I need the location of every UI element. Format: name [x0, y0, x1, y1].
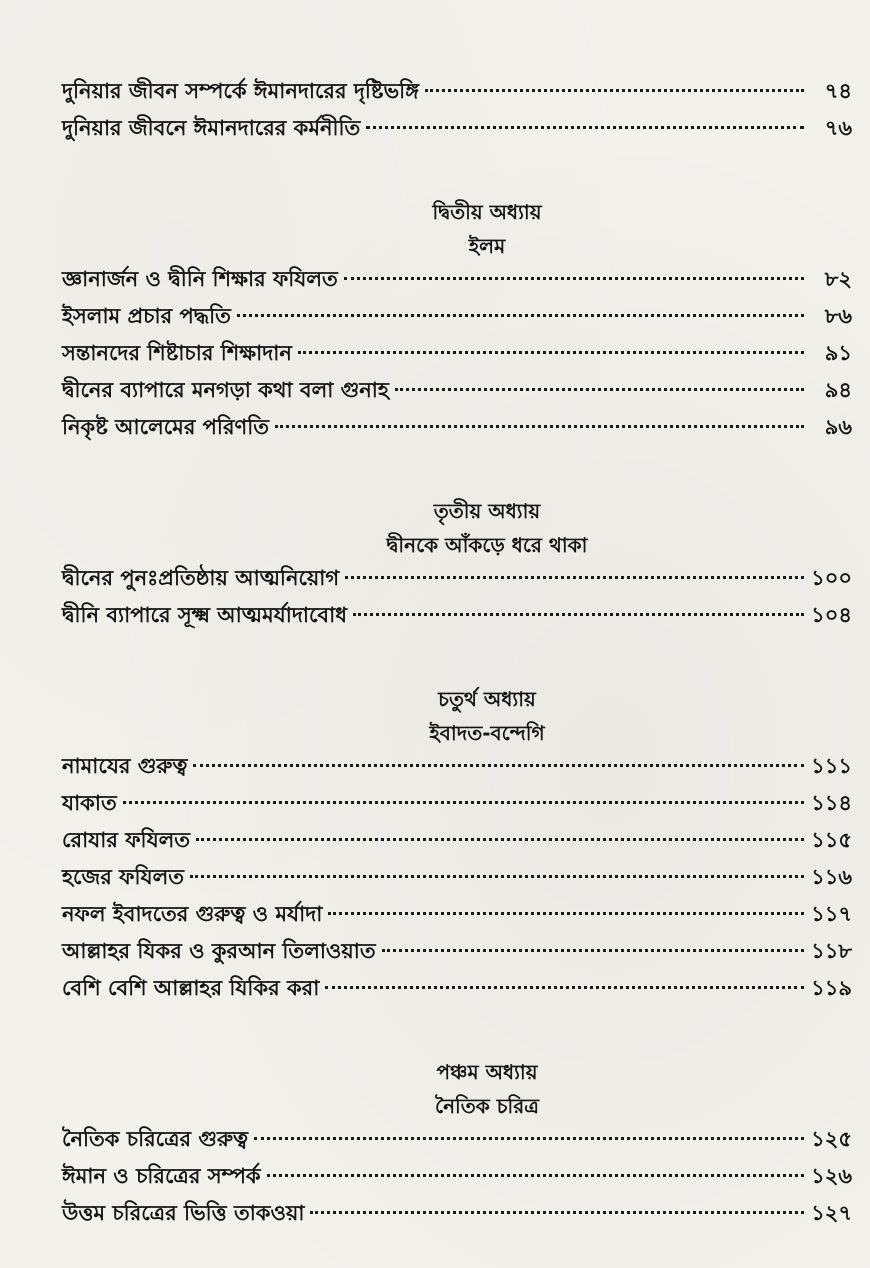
- dot-leader: [366, 126, 804, 129]
- chapter-title: ইলম: [468, 234, 506, 258]
- dot-leader: [298, 351, 804, 354]
- dot-leader: [328, 912, 804, 915]
- toc-entry-title: দ্বীনি ব্যাপারে সূক্ষ্ম আত্মমর্যাদাবোধ: [62, 603, 347, 627]
- toc-entry-page: ৯৪: [824, 378, 852, 402]
- dot-leader: [395, 388, 804, 391]
- toc-entry: [62, 824, 852, 861]
- toc-entry-title: যাকাত: [62, 791, 117, 815]
- toc-entry-page: ১২৭: [811, 1201, 852, 1225]
- toc-entry-title: ইসলাম প্রচার পদ্ধতি: [62, 304, 231, 328]
- dot-leader: [196, 838, 804, 841]
- toc-entry: [62, 861, 852, 898]
- toc-entry-title: দুনিয়ার জীবন সম্পর্কে ঈমানদারের দৃষ্টিভঙ্গি: [62, 79, 420, 103]
- toc-entry: [62, 972, 852, 1009]
- toc-entry-page: ৯১: [824, 341, 852, 365]
- toc-entry-page: ১২৫: [811, 1127, 852, 1151]
- toc-entry: [62, 1123, 852, 1160]
- toc-entry: [62, 599, 852, 636]
- chapter-heading: [122, 1055, 852, 1123]
- toc-entry-page: ১১৯: [811, 976, 852, 1000]
- dot-leader: [425, 89, 804, 92]
- chapter-number: চতুর্থ অধ্যায়: [438, 687, 536, 711]
- toc-entry: [62, 75, 852, 112]
- chapter-heading: [122, 682, 852, 750]
- toc-entry-page: ১১৫: [811, 828, 852, 852]
- toc-entry: [62, 374, 852, 411]
- toc-entry: [62, 787, 852, 824]
- toc-entry-title: বেশি বেশি আল্লাহর যিকির করা: [62, 976, 320, 1000]
- toc-entry-page: ১১৬: [811, 865, 852, 889]
- chapter-title: ইবাদত-বন্দেগি: [429, 721, 545, 745]
- dot-leader: [275, 425, 804, 428]
- toc-entry-page: ৭৪: [824, 79, 852, 103]
- toc-entry: [62, 562, 852, 599]
- dot-leader: [353, 613, 804, 616]
- toc-entry: [62, 1160, 852, 1197]
- dot-leader: [254, 1137, 804, 1140]
- toc-entry-title: উত্তম চরিত্রের ভিত্তি তাকওয়া: [62, 1201, 305, 1225]
- toc-entry-title: রোযার ফযিলত: [62, 828, 191, 852]
- toc-entry-page: ৯৬: [824, 415, 852, 439]
- chapter-heading: [122, 494, 852, 562]
- toc-entry-page: ৮৬: [824, 304, 852, 328]
- dot-leader: [382, 949, 804, 952]
- toc-entry: [62, 935, 852, 972]
- toc-entry-title: নৈতিক চরিত্রের গুরুত্ব: [62, 1127, 249, 1151]
- toc-entry-title: দ্বীনের পুনঃপ্রতিষ্ঠায় আত্মনিয়োগ: [62, 566, 340, 590]
- chapter-heading: [122, 195, 852, 263]
- toc-entry-title: দুনিয়ার জীবনে ঈমানদারের কর্মনীতি: [62, 116, 361, 140]
- toc-entry-title: নামাযের গুরুত্ব: [62, 754, 188, 778]
- toc-entry-page: ১০৪: [811, 603, 852, 627]
- toc-entry-title: আল্লাহর যিকর ও কুরআন তিলাওয়াত: [62, 939, 376, 963]
- dot-leader: [267, 1174, 804, 1177]
- dot-leader: [325, 986, 804, 989]
- dot-leader: [310, 1211, 804, 1214]
- dot-leader: [237, 314, 804, 317]
- toc-entry: [62, 1197, 852, 1234]
- toc-entry-page: ৭৬: [824, 116, 852, 140]
- toc-entry-title: ঈমান ও চরিত্রের সম্পর্ক: [62, 1164, 261, 1188]
- toc-entry: [62, 263, 852, 300]
- toc-entry-page: ১১৭: [811, 902, 852, 926]
- chapter-number: দ্বিতীয় অধ্যায়: [432, 200, 542, 224]
- toc-entry: [62, 300, 852, 337]
- dot-leader: [345, 576, 804, 579]
- chapter-number: তৃতীয় অধ্যায়: [433, 499, 541, 523]
- chapter-number: পঞ্চম অধ্যায়: [436, 1060, 538, 1084]
- chapter-title: দ্বীনকে আঁকড়ে ধরে থাকা: [386, 533, 588, 557]
- toc-entry-page: ১১১: [811, 754, 852, 778]
- toc-entry-title: হজের ফযিলত: [62, 865, 184, 889]
- dot-leader: [123, 801, 804, 804]
- dot-leader: [190, 875, 804, 878]
- toc-entry: [62, 411, 852, 448]
- toc-entry-title: নিকৃষ্ট আলেমের পরিণতি: [62, 415, 269, 439]
- toc-entry-title: জ্ঞানার্জন ও দ্বীনি শিক্ষার ফযিলত: [62, 267, 338, 291]
- toc-entry-page: ১১৮: [811, 939, 852, 963]
- table-of-contents: [62, 75, 852, 1234]
- toc-entry: [62, 112, 852, 149]
- toc-entry-page: ১০০: [811, 566, 852, 590]
- dot-leader: [193, 764, 804, 767]
- toc-entry-title: সন্তানদের শিষ্টাচার শিক্ষাদান: [62, 341, 292, 365]
- toc-entry-page: ৮২: [824, 267, 852, 291]
- toc-entry-page: ১১৪: [811, 791, 852, 815]
- toc-entry: [62, 898, 852, 935]
- toc-entry: [62, 337, 852, 374]
- toc-entry-title: নফল ইবাদতের গুরুত্ব ও মর্যাদা: [62, 902, 323, 926]
- toc-entry-title: দ্বীনের ব্যাপারে মনগড়া কথা বলা গুনাহ: [62, 378, 389, 402]
- toc-entry-page: ১২৬: [811, 1164, 852, 1188]
- toc-entry: [62, 750, 852, 787]
- chapter-title: নৈতিক চরিত্র: [435, 1094, 539, 1118]
- dot-leader: [344, 277, 804, 280]
